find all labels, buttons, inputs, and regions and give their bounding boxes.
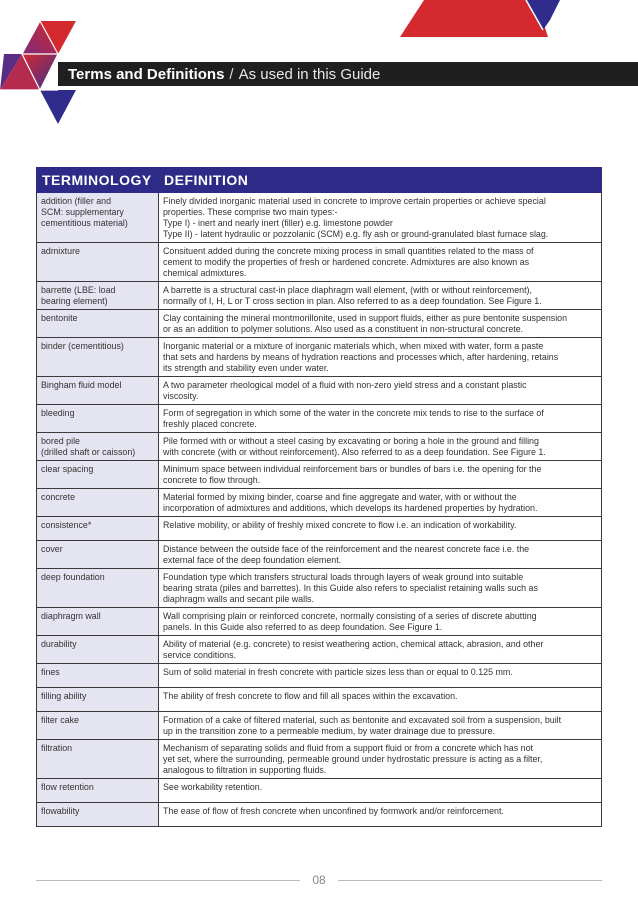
term-line: deep foundation [41, 572, 105, 582]
table-header-row [37, 168, 602, 193]
term-line: durability [41, 639, 77, 649]
definition-line: its strength and stability even under water. [163, 363, 329, 373]
definition-line: See workability retention. [163, 782, 263, 792]
definition-line: Ability of material (e.g. concrete) to resist weathering action, chemical attack, abrasion, and other [163, 639, 544, 649]
term-cell [37, 310, 159, 338]
term-cell [37, 377, 159, 405]
table-row [37, 461, 602, 489]
term-cell [37, 193, 159, 243]
definition-line: yet set, where the surrounding, permeable ground under hydrostatic pressure is acting as a filter, [163, 754, 543, 764]
table-row [37, 405, 602, 433]
definition-cell [159, 282, 602, 310]
table-row [37, 338, 602, 377]
term-line: fines [41, 667, 60, 677]
definition-line: A barrette is a structural cast-in place diaphragm wall element, (with or without reinforcement), [163, 285, 532, 295]
definition-line: concrete to flow through. [163, 475, 261, 485]
term-line: cementitious material) [41, 218, 128, 228]
term-cell [37, 433, 159, 461]
definition-line: with concrete (with or without reinforcement). Also referred to as a deep foundation. See Figure 1. [163, 447, 546, 457]
term-cell [37, 461, 159, 489]
section-title: Terms and Definitions [68, 65, 225, 83]
definition-cell [159, 712, 602, 740]
term-cell [37, 664, 159, 688]
term-line: diaphragm wall [41, 611, 101, 621]
definition-line: diaphragm walls and secant pile walls. [163, 594, 314, 604]
definition-line: external face of the deep foundation element. [163, 555, 342, 565]
term-line: (drilled shaft or caisson) [41, 447, 136, 457]
definition-line: that sets and hardens by means of hydration reactions and processes which, after hardening, retains [163, 352, 559, 362]
definition-line: Inorganic material or a mixture of inorganic materials which, when mixed with water, form a paste [163, 341, 544, 351]
definition-line: Finely divided inorganic material used in concrete to improve certain properties or achieve special [163, 196, 546, 206]
terms-body [37, 193, 602, 827]
term-line: concrete [41, 492, 76, 502]
definition-line: The ease of flow of fresh concrete when unconfined by formwork and/or reinforcement. [163, 806, 504, 816]
definition-line: cement to modify the properties of fresh or hardened concrete. Admixtures are also known as [163, 257, 530, 267]
term-cell [37, 405, 159, 433]
table-row [37, 433, 602, 461]
term-line: addition (filler and [41, 196, 112, 206]
definition-line: Distance between the outside face of the reinforcement and the nearest concrete face i.e. the [163, 544, 530, 554]
table-row [37, 712, 602, 740]
definition-cell [159, 608, 602, 636]
definition-line: up in the transition zone to a permeable medium, by water drainage due to pressure. [163, 726, 496, 736]
term-line: barrette (LBE: load [41, 285, 116, 295]
definition-cell [159, 688, 602, 712]
table-row [37, 282, 602, 310]
table-row [37, 740, 602, 779]
term-cell [37, 688, 159, 712]
definition-line: freshly placed concrete. [163, 419, 257, 429]
footer-rule-left [36, 880, 300, 881]
definition-cell [159, 517, 602, 541]
term-line: filter cake [41, 715, 79, 725]
term-cell [37, 636, 159, 664]
section-title-bar [58, 62, 638, 86]
term-cell [37, 282, 159, 310]
decorative-triangles-right [400, 0, 560, 40]
page-number: 08 [312, 873, 326, 887]
term-line: binder (cementitious) [41, 341, 124, 351]
term-cell [37, 517, 159, 541]
term-cell [37, 541, 159, 569]
definition-line: Formation of a cake of filtered material, such as bentonite and excavated soil from a suspension, built [163, 715, 562, 725]
table-row [37, 608, 602, 636]
table-row [37, 541, 602, 569]
table-row [37, 688, 602, 712]
table-row [37, 243, 602, 282]
definition-cell [159, 779, 602, 803]
table-row [37, 569, 602, 608]
term-cell [37, 338, 159, 377]
definition-cell [159, 338, 602, 377]
term-cell [37, 779, 159, 803]
definition-cell [159, 489, 602, 517]
definition-line: service conditions. [163, 650, 237, 660]
definition-line: viscosity. [163, 391, 199, 401]
term-line: consistence* [41, 520, 92, 530]
term-line: bentonite [41, 313, 78, 323]
definition-cell [159, 636, 602, 664]
term-cell [37, 569, 159, 608]
definition-line: bearing strata (piles and barrettes). In this Guide also refers to specialist retaining walls such as [163, 583, 538, 593]
table-row [37, 193, 602, 243]
table-row [37, 664, 602, 688]
term-line: bored pile [41, 436, 80, 446]
definition-line: properties. These comprise two main types:- [163, 207, 338, 217]
term-line: flow retention [41, 782, 94, 792]
term-cell [37, 740, 159, 779]
definition-line: Mechanism of separating solids and fluid from a support fluid or from a concrete which has not [163, 743, 533, 753]
table-row [37, 489, 602, 517]
definition-header: DEFINITION [159, 168, 602, 193]
term-cell [37, 712, 159, 740]
definition-line: incorporation of admixtures and additions, which develops its hardened properties by hydration. [163, 503, 538, 513]
term-cell [37, 243, 159, 282]
definition-line: Foundation type which transfers structural loads through layers of weak ground into suitable [163, 572, 524, 582]
definition-cell [159, 664, 602, 688]
term-line: Bingham fluid model [41, 380, 122, 390]
term-line: SCM: supplementary [41, 207, 124, 217]
term-line: flowability [41, 806, 80, 816]
table-row [37, 636, 602, 664]
section-subtitle: As used in this Guide [238, 65, 381, 83]
terms-table [36, 167, 602, 827]
title-separator: / [229, 65, 234, 83]
definition-line: Form of segregation in which some of the water in the concrete mix tends to rise to the surface of [163, 408, 544, 418]
definition-line: analogous to filtration in supporting fluids. [163, 765, 327, 775]
definition-line: Material formed by mixing binder, coarse and fine aggregate and water, with or without the [163, 492, 517, 502]
definition-cell [159, 803, 602, 827]
definition-line: Consituent added during the concrete mixing process in small quantities related to the mass of [163, 246, 534, 256]
table-row [37, 310, 602, 338]
term-line: filling ability [41, 691, 87, 701]
definition-cell [159, 243, 602, 282]
definition-line: panels. In this Guide also referred to as deep foundation. See Figure 1. [163, 622, 443, 632]
definition-cell [159, 405, 602, 433]
term-line: bearing element) [41, 296, 108, 306]
definition-line: chemical admixtures. [163, 268, 247, 278]
term-cell [37, 803, 159, 827]
definition-cell [159, 193, 602, 243]
footer-rule-right [338, 880, 602, 881]
definition-line: Type I) - inert and nearly inert (filler) e.g. limestone powder [163, 218, 393, 228]
definition-cell [159, 433, 602, 461]
definition-cell [159, 377, 602, 405]
definition-line: Type II) - latent hydraulic or pozzolanic (SCM) e.g. fly ash or ground-granulated blast furnace slag. [163, 229, 549, 239]
definition-line: The ability of fresh concrete to flow and fill all spaces within the excavation. [163, 691, 458, 701]
term-line: filtration [41, 743, 73, 753]
definition-line: Clay containing the mineral montmorillonite, used in support fluids, either as pure bentonite suspension [163, 313, 568, 323]
table-row [37, 517, 602, 541]
definition-line: or as an addition to polymer solutions. Also used as a constituent in non-structural concrete. [163, 324, 524, 334]
term-cell [37, 608, 159, 636]
definition-line: Wall comprising plain or reinforced concrete, normally consisting of a series of discrete abutting [163, 611, 537, 621]
definition-line: A two parameter rheological model of a fluid with non-zero yield stress and a constant plastic [163, 380, 527, 390]
definition-line: Sum of solid material in fresh concrete with particle sizes less than or equal to 0.125 mm. [163, 667, 513, 677]
term-line: clear spacing [41, 464, 94, 474]
terminology-header: TERMINOLOGY [37, 168, 159, 193]
definition-cell [159, 310, 602, 338]
table-row [37, 377, 602, 405]
table-row [37, 803, 602, 827]
definition-cell [159, 461, 602, 489]
term-line: bleeding [41, 408, 75, 418]
term-cell [37, 489, 159, 517]
definition-cell [159, 541, 602, 569]
term-line: admixture [41, 246, 80, 256]
table-row [37, 779, 602, 803]
term-line: cover [41, 544, 63, 554]
definition-line: normally of I, H, L or T cross section in plan. Also referred to as a deep foundation. See Figure 1. [163, 296, 542, 306]
definition-line: Relative mobility, or ability of freshly mixed concrete to flow i.e. an indication of workability. [163, 520, 517, 530]
definition-line: Pile formed with or without a steel casing by excavating or boring a hole in the ground and filling [163, 436, 539, 446]
definition-cell [159, 740, 602, 779]
definition-line: Minimum space between individual reinforcement bars or bundles of bars i.e. the opening for the [163, 464, 542, 474]
definition-cell [159, 569, 602, 608]
